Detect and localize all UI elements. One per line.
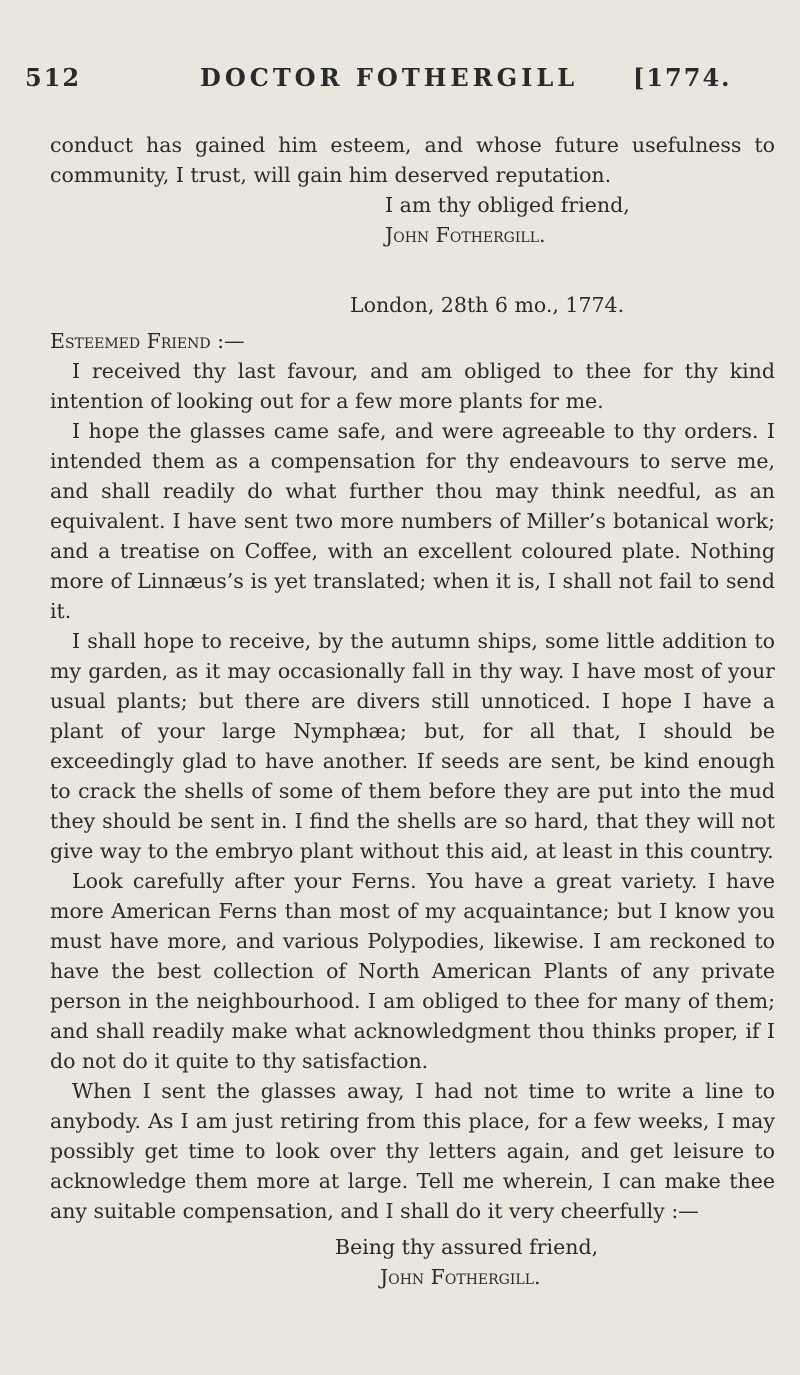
paragraph: I shall hope to receive, by the autumn ships, some little addition to my garden, as it may occasionally fall in thy way. I have most of your usual plants; but there are divers still unnoticed. I hope I have a plant of your large Nymphæa; but, for all that, I should be exceedingly glad to have another. If seeds are sent, be kind enough to crack the shells of some of them before they are put into the mud they should be sent in. I find the shells are so hard, that they will not give way to the embryo plant without this aid, at least in this country. [50,629,775,863]
letter1-continuation: conduct has gained him esteem, and whose future usefulness to community, I trust, will gain him deserved reputation. [50,133,775,187]
page-body [50,130,775,1292]
letter1-closing: I am thy obliged friend, [385,193,630,217]
letter1-signature: John Fothergill. [385,223,546,247]
running-header [0,55,800,95]
paragraph: I received thy last favour, and am obliged to thee for thy kind intention of looking out for a few more plants for me. [50,359,775,413]
letter2-signature: John Fothergill. [380,1265,541,1289]
paragraph: When I sent the glasses away, I had not time to write a line to anybody. As I am just retiring from this place, for a few weeks, I may possibly get time to look over thy letters again, and get leisure to acknowledge them more at large. Tell me wherein, I can make thee any suitable compensation, and I shall do it very cheerfully :— [50,1079,775,1223]
letter2-closing: Being thy assured friend, [335,1235,599,1259]
page-number: 512 [25,63,82,92]
running-year: [1774. [633,63,732,92]
paragraph: I hope the glasses came safe, and were agreeable to thy orders. I intended them as a compensation for thy endeavours to serve me, and shall readily do what further thou may think needful, as an equivalent. I have sent two more numbers of Miller’s botanical work; and a treatise on Coffee, with an excellent coloured plate. Nothing more of Linnæus’s is yet translated; when it is, I shall not fail to send it. [50,419,775,623]
running-title: DOCTOR FOTHERGILL [200,63,579,92]
letter2-salutation: Esteemed Friend :— [50,329,245,353]
letter2-dateline: London, 28th 6 mo., 1774. [350,293,625,317]
paragraph: Look carefully after your Ferns. You have a great variety. I have more American Ferns than most of my acquaintance; but I know you must have more, and various Polypodies, likewise. I am reckoned to have the best collection of North American Plants of any private person in the neighbourhood. I am obliged to thee for many of them; and shall readily make what acknowledgment thou thinks proper, if I do not do it quite to thy satisfaction. [50,869,775,1073]
